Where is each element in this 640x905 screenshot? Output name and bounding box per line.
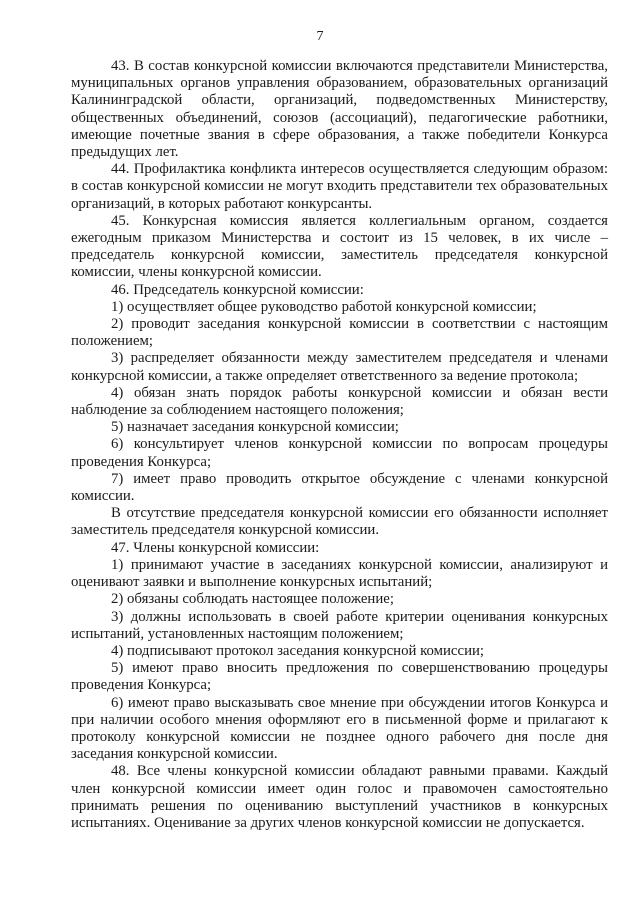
list-item-47-6: 6) имеют право высказывать свое мнение при обсуждении итогов Конкурса и при наличии особого мнения оформляют его в письменной форме и прилагают к протоколу конкурсной комиссии не позднее одного рабочего дня после дня заседания конкурсной комиссии. [71, 694, 608, 763]
list-item-46-2: 2) проводит заседания конкурсной комиссии в соответствии с настоящим положением; [71, 316, 608, 350]
list-item-47-1: 1) принимают участие в заседаниях конкурсной комиссии, анализируют и оценивают заявки и выполнение конкурсных испытаний; [71, 556, 608, 591]
list-item-46-4: 4) обязан знать порядок работы конкурсной комиссии и обязан вести наблюдение за соблюдением настоящего положения; [71, 384, 608, 419]
list-item-46-6: 6) консультирует членов конкурсной комиссии по вопросам процедуры проведения Конкурса; [71, 436, 608, 470]
list-item-46-1: 1) осуществляет общее руководство работой конкурсной комиссии; [111, 298, 537, 315]
list-item-46-5: 5) назначает заседания конкурсной комиссии; [111, 419, 399, 436]
document-body [71, 58, 608, 832]
list-item-47-3: 3) должны использовать в своей работе критерии оценивания конкурсных испытаний, установленных настоящим положением; [71, 608, 608, 642]
list-item-47-2: 2) обязаны соблюдать настоящее положение; [111, 591, 394, 608]
paragraph-47-heading: 47. Члены конкурсной комиссии: [111, 539, 320, 556]
paragraph-46-heading: 46. Председатель конкурсной комиссии: [111, 281, 364, 298]
paragraph-46-absence: В отсутствие председателя конкурсной комиссии его обязанности исполняет заместитель председателя конкурсной комиссии. [71, 505, 608, 539]
paragraph-45: 45. Конкурсная комиссия является коллегиальным органом, создается ежегодным приказом Министерства и состоит из 15 человек, в их числе – председатель конкурсной комиссии, заместитель председателя конкурсной комиссии, члены конкурсной комиссии. [71, 212, 608, 281]
paragraph-43: 43. В состав конкурсной комиссии включаются представители Министерства, муниципальных органов управления образованием, образовательных организаций Калининградской области, организаций, подведомственных Министерству, общественных объединений, союзов (ассоциаций), педагогические работники, имеющие почетные звания в сфере образования, а также победители Конкурса предыдущих лет. [71, 58, 608, 161]
paragraph-48: 48. Все члены конкурсной комиссии обладают равными правами. Каждый член конкурсной комиссии имеет один голос и правомочен самостоятельно принимать решения по оцениванию выступлений участников в конкурсных испытаниях. Оценивание за других членов конкурсной комиссии не допускается. [71, 763, 608, 831]
list-item-47-4: 4) подписывают протокол заседания конкурсной комиссии; [111, 642, 485, 659]
list-item-47-5: 5) имеют право вносить предложения по совершенствованию процедуры проведения Конкурса; [71, 660, 608, 694]
list-item-46-7: 7) имеет право проводить открытое обсуждение с членами конкурсной комиссии. [71, 470, 608, 505]
page-number: 7 [316, 29, 324, 44]
list-item-46-3: 3) распределяет обязанности между заместителем председателя и членами конкурсной комиссии, а также определяет ответственного за ведение протокола; [71, 350, 608, 384]
paragraph-44: 44. Профилактика конфликта интересов осуществляется следующим образом: в состав конкурсной комиссии не могут входить представители тех образовательных организаций, в которых работают конкурсанты. [71, 161, 608, 212]
